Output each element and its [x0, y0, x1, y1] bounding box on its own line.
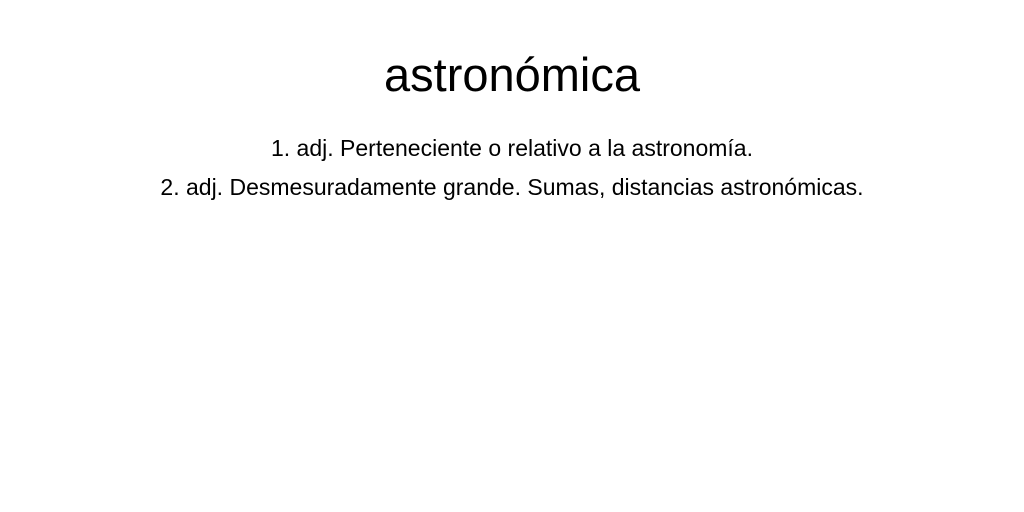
headword-title: astronómica — [384, 48, 640, 101]
definition-item: 2. adj. Desmesuradamente grande. Sumas, distancias astronómicas. — [160, 173, 864, 200]
definition-list — [0, 129, 1024, 206]
definition-item: 1. adj. Perteneciente o relativo a la astronomía. — [270, 135, 753, 161]
